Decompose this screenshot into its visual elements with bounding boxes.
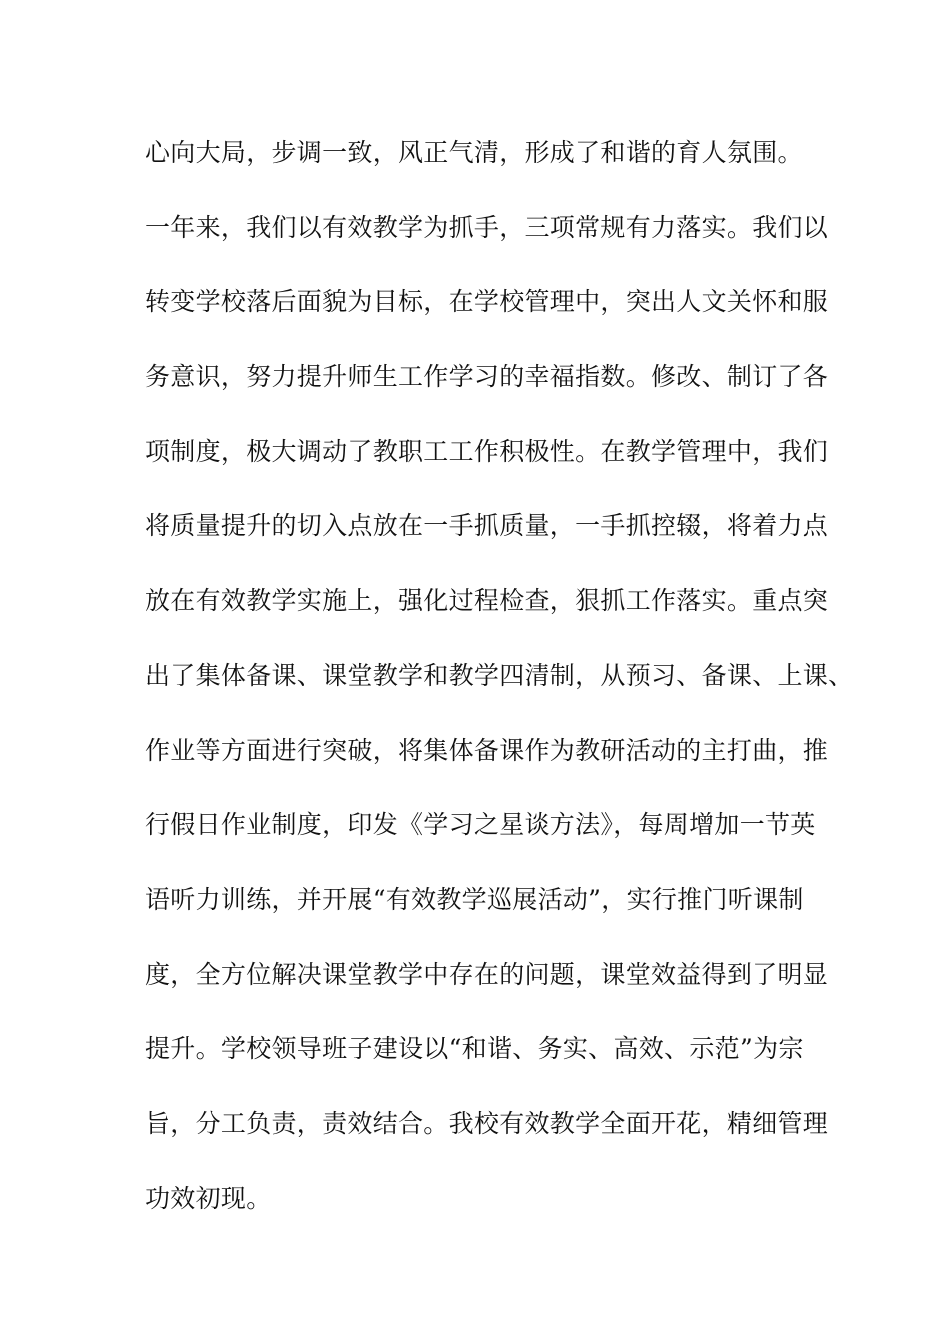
- text-line: 旨，分工负责，责效结合。我校有效教学全面开花，精细管理: [145, 1108, 829, 1138]
- text-line: 作业等方面进行突破，将集体备课作为教研活动的主打曲，推: [145, 735, 829, 765]
- text-line: 项制度，极大调动了教职工工作积极性。在教学管理中，我们: [145, 436, 829, 466]
- text-line: 功效初现。: [145, 1183, 272, 1213]
- text-line: 一年来，我们以有效教学为抓手，三项常规有力落实。我们以: [145, 212, 829, 242]
- text-line: 放在有效教学实施上，强化过程检查，狠抓工作落实。重点突: [145, 586, 829, 616]
- text-line: 将质量提升的切入点放在一手抓质量，一手抓控辍，将着力点: [145, 511, 829, 541]
- text-line: 提升。学校领导班子建设以“和谐、务实、高效、示范”为宗: [145, 1034, 804, 1064]
- text-line: 心向大局，步调一致，风正气清，形成了和谐的育人氛围。: [145, 138, 803, 167]
- text-line: 出了集体备课、课堂教学和教学四清制，从预习、备课、上课、: [145, 660, 854, 690]
- text-line: 转变学校落后面貌为目标，在学校管理中，突出人文关怀和服: [145, 287, 829, 317]
- text-line: 语听力训练，并开展“有效教学巡展活动”，实行推门听课制: [145, 884, 804, 914]
- text-line: 行假日作业制度，印发《学习之星谈方法》，每周增加一节英: [145, 810, 816, 840]
- text-line: 度，全方位解决课堂教学中存在的问题，课堂效益得到了明显: [145, 959, 829, 989]
- text-line: 务意识，努力提升师生工作学习的幸福指数。修改、制订了各: [145, 362, 829, 392]
- body-text: [145, 128, 854, 1248]
